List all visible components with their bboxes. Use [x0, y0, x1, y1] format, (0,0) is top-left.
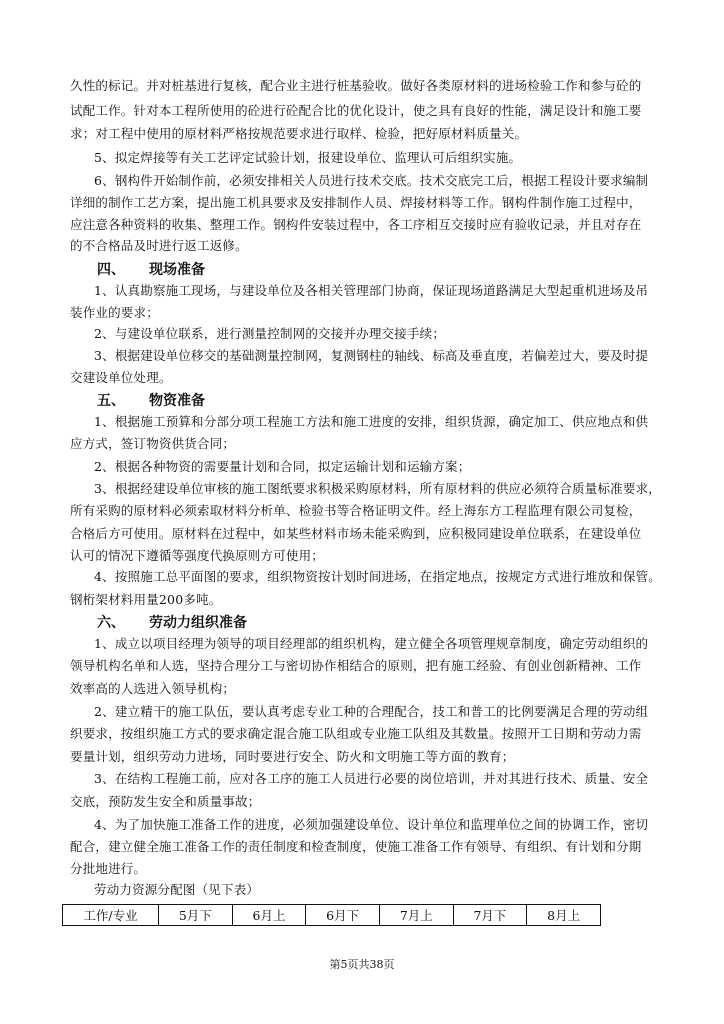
paragraph-line: 久性的标记。并对桩基进行复核，配合业主进行桩基验收。做好各类原材料的进场检验工作和参与砼的 [70, 78, 642, 93]
heading-title: 物资准备 [149, 393, 205, 409]
labor-allocation-table [62, 904, 601, 926]
paragraph-line: 交建设单位处理。 [70, 370, 172, 385]
paragraph-line: 配合，建立健全施工准备工作的责任制度和检查制度，使施工准备工作有领导、有组织、有计划和分期 [70, 839, 642, 854]
paragraph-line: 3、根据建设单位移交的基础测量控制网，复测钢柱的轴线、标高及垂直度，若偏差过大，要及时提 [94, 348, 649, 363]
section-heading-site-prep [97, 259, 205, 279]
paragraph-line: 交底，预防发生安全和质量事故； [70, 794, 261, 809]
paragraph-line: 钢桁架材料用量200多吨。 [70, 592, 222, 607]
paragraph-line: 2、根据各种物资的需要量计划和合同，拟定运输计划和运输方案； [94, 459, 471, 474]
heading-number: 四、 [97, 262, 125, 278]
paragraph-line: 应方式，签订物资供货合同； [70, 436, 236, 451]
paragraph-line: 合格后方可使用。原材料在过程中，如某些材料市场未能采购到，应积极同建设单位联系，在建设单位 [70, 526, 642, 541]
paragraph-line: 分批地进行。 [70, 861, 147, 876]
paragraph-line: 织要求，按组织施工方式的要求确定混合施工队组或专业施工队组及其数量。按照开工日期和劳动力需 [70, 726, 642, 741]
paragraph-line: 装作业的要求； [70, 305, 159, 320]
table-header-cell: 7月上 [379, 905, 453, 926]
paragraph-line: 要量计划，组织劳动力进场，同时要进行安全、防火和文明施工等方面的教育； [70, 749, 515, 764]
paragraph-line: 1、根据施工预算和分部分项工程施工方法和施工进度的安排，组织货源，确定加工、供应地点和供 [94, 414, 649, 429]
paragraph-line: 领导机构名单和人选，坚持合理分工与密切协作相结合的原则，把有施工经验、有创业创新精神、工作 [70, 658, 642, 673]
paragraph-line: 2、建立精干的施工队伍，要认真考虑专业工种的合理配合，技工和普工的比例要满足合理的劳动组 [94, 704, 649, 719]
paragraph-line: 认可的情况下遵循等强度代换原则方可使用； [70, 548, 325, 563]
heading-number: 五、 [97, 393, 125, 409]
table-header-cell: 7月下 [453, 905, 527, 926]
table-header-cell: 6月上 [232, 905, 306, 926]
paragraph-line: 求；对工程中使用的原材料严格按规范要求进行取样、检验，把好原材料质量关。 [70, 126, 528, 141]
paragraph-line: 所有采购的原材料必须索取材料分析单、检验书等合格证明文件。经上海东方工程监理有限公司复检， [70, 503, 642, 518]
paragraph-line: 的不合格品及时进行返工返修。 [70, 238, 248, 253]
paragraph-line: 应注意各种资料的收集、整理工作。钢构件安装过程中，各工序相互交接时应有验收记录，并且对存在 [70, 217, 642, 232]
paragraph-line: 4、按照施工总平面图的要求，组织物资按计划时间进场，在指定地点，按规定方式进行堆放和保管。 [94, 569, 661, 584]
paragraph-line: 详细的制作工艺方案，提出施工机具要求及安排制作人员、焊接材料等工作。钢构件制作施工过程中， [70, 195, 642, 210]
section-heading-labor-prep [97, 612, 247, 632]
table-caption: 劳动力资源分配图（见下表） [94, 882, 260, 897]
paragraph-line: 3、在结构工程施工前，应对各工序的施工人员进行必要的岗位培训，并对其进行技术、质量、安全 [94, 771, 649, 786]
page-footer: 第5页共38页 [329, 958, 395, 971]
heading-number: 六、 [97, 615, 125, 631]
heading-title: 劳动力组织准备 [149, 615, 247, 631]
table-header-cell: 8月上 [527, 905, 601, 926]
table-header-cell: 6月下 [306, 905, 380, 926]
table-header-cell: 工作/专业 [63, 905, 159, 926]
paragraph-line: 4、为了加快施工准备工作的进度，必须加强建设单位、设计单位和监理单位之间的协调工作，密切 [94, 817, 649, 832]
table-header-cell: 5月下 [159, 905, 233, 926]
paragraph-line: 1、成立以项目经理为领导的项目经理部的组织机构，建立健全各项管理规章制度，确定劳动组织的 [94, 636, 649, 651]
paragraph-line: 3、根据经建设单位审核的施工图纸要求积极采购原材料，所有原材料的供应必须符合质量标准要求， [94, 481, 661, 496]
paragraph-line: 效率高的人选进入领导机构； [70, 681, 236, 696]
heading-title: 现场准备 [149, 262, 205, 278]
paragraph-line: 6、钢构件开始制作前，必须安排相关人员进行技术交底。技术交底完工后，根据工程设计要求编制 [94, 173, 649, 188]
paragraph-line: 试配工作。针对本工程所使用的砼进行砼配合比的优化设计，使之具有良好的性能，满足设计和施工要 [70, 103, 642, 118]
table-header-row [63, 905, 601, 926]
paragraph-line: 5、拟定焊接等有关工艺评定试验计划，报建设单位、监理认可后组织实施。 [94, 150, 522, 165]
section-heading-material-prep [97, 390, 205, 410]
paragraph-line: 1、认真勘察施工现场，与建设单位及各相关管理部门协商，保证现场道路满足大型起重机进场及吊 [94, 283, 649, 298]
paragraph-line: 2、与建设单位联系，进行测量控制网的交接并办理交接手续； [94, 326, 446, 341]
